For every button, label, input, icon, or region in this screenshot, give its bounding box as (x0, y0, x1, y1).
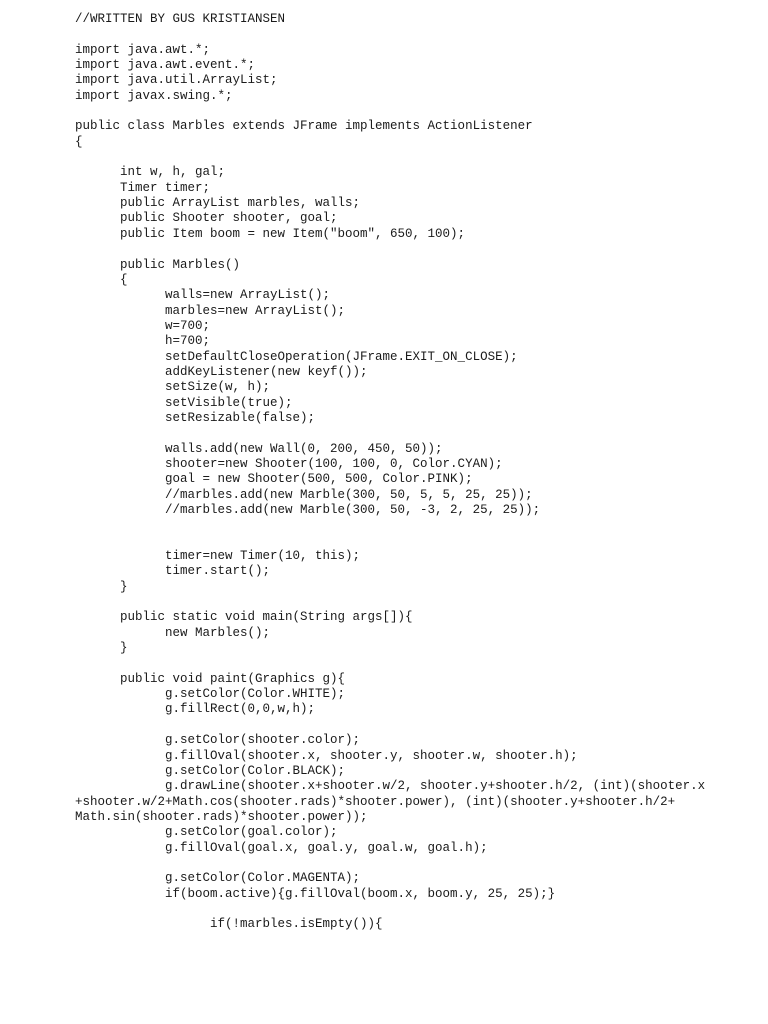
code-line: setSize(w, h); (75, 380, 271, 395)
code-line: setVisible(true); (75, 395, 293, 410)
code-line: import java.awt.event.*; (75, 58, 256, 73)
code-line (75, 656, 755, 671)
code-line: new Marbles(); (75, 625, 271, 640)
code-line: g.setColor(goal.color); (75, 825, 338, 840)
code-line: //WRITTEN BY GUS KRISTIANSEN (75, 12, 286, 26)
code-line: public void paint(Graphics g){ (75, 671, 346, 686)
code-line: { (75, 134, 83, 149)
code-line: public Shooter shooter, goal; (75, 211, 338, 226)
code-line: import javax.swing.*; (75, 88, 233, 103)
code-listing (75, 12, 755, 933)
code-line: +shooter.w/2+Math.cos(shooter.rads)*shooter.power), (int)(shooter.y+shooter.h/2+ (75, 794, 676, 809)
code-line: //marbles.add(new Marble(300, 50, -3, 2, 25, 25)); (75, 503, 541, 517)
code-line: import java.util.ArrayList; (75, 73, 278, 88)
code-line (75, 426, 755, 441)
code-line: shooter=new Shooter(100, 100, 0, Color.CYAN); (75, 456, 503, 471)
code-line (75, 242, 755, 257)
code-line: public class Marbles extends JFrame implements ActionListener (75, 119, 533, 134)
code-line: public Item boom = new Item("boom", 650, 100); (75, 226, 466, 241)
code-line (75, 518, 755, 533)
code-line: int w, h, gal; (75, 165, 226, 180)
code-line: setResizable(false); (75, 410, 316, 425)
code-line: if(boom.active){g.fillOval(boom.x, boom.y, 25, 25);} (75, 886, 556, 901)
code-line (75, 534, 755, 549)
code-line: timer=new Timer(10, this); (75, 549, 361, 564)
code-line: walls.add(new Wall(0, 200, 450, 50)); (75, 441, 443, 456)
code-line: g.drawLine(shooter.x+shooter.w/2, shooter.y+shooter.h/2, (int)(shooter.x (75, 779, 706, 794)
code-line: Math.sin(shooter.rads)*shooter.power)); (75, 809, 368, 824)
code-line: setDefaultCloseOperation(JFrame.EXIT_ON_CLOSE); (75, 349, 518, 364)
code-line (75, 718, 755, 733)
code-line: g.fillOval(goal.x, goal.y, goal.w, goal.h); (75, 840, 488, 855)
code-line: addKeyListener(new keyf()); (75, 364, 368, 379)
code-line (75, 104, 755, 119)
code-line (75, 856, 755, 871)
code-line: g.setColor(Color.WHITE); (75, 687, 346, 702)
code-line: g.setColor(shooter.color); (75, 733, 361, 748)
code-line (75, 27, 755, 42)
code-line: //marbles.add(new Marble(300, 50, 5, 5, 25, 25)); (75, 487, 533, 502)
code-line: marbles=new ArrayList(); (75, 303, 346, 318)
code-line: g.setColor(Color.BLACK); (75, 763, 346, 778)
code-line: import java.awt.*; (75, 42, 211, 57)
code-line: { (75, 272, 128, 287)
code-line: g.setColor(Color.MAGENTA); (75, 871, 361, 886)
code-line: if(!marbles.isEmpty()){ (75, 917, 383, 932)
code-line: Timer timer; (75, 180, 211, 195)
code-line: w=700; (75, 318, 211, 333)
code-line: public ArrayList marbles, walls; (75, 196, 361, 211)
code-line: } (75, 641, 128, 656)
code-line (75, 595, 755, 610)
code-line: g.fillRect(0,0,w,h); (75, 702, 316, 717)
code-line: goal = new Shooter(500, 500, Color.PINK); (75, 472, 473, 487)
code-line: h=700; (75, 334, 211, 349)
code-line (75, 902, 755, 917)
code-line: timer.start(); (75, 564, 271, 579)
code-line: public Marbles() (75, 257, 241, 272)
code-line (75, 150, 755, 165)
code-line: g.fillOval(shooter.x, shooter.y, shooter.w, shooter.h); (75, 748, 578, 763)
code-line: walls=new ArrayList(); (75, 288, 331, 303)
code-line: public static void main(String args[]){ (75, 610, 413, 625)
code-line: } (75, 579, 128, 594)
